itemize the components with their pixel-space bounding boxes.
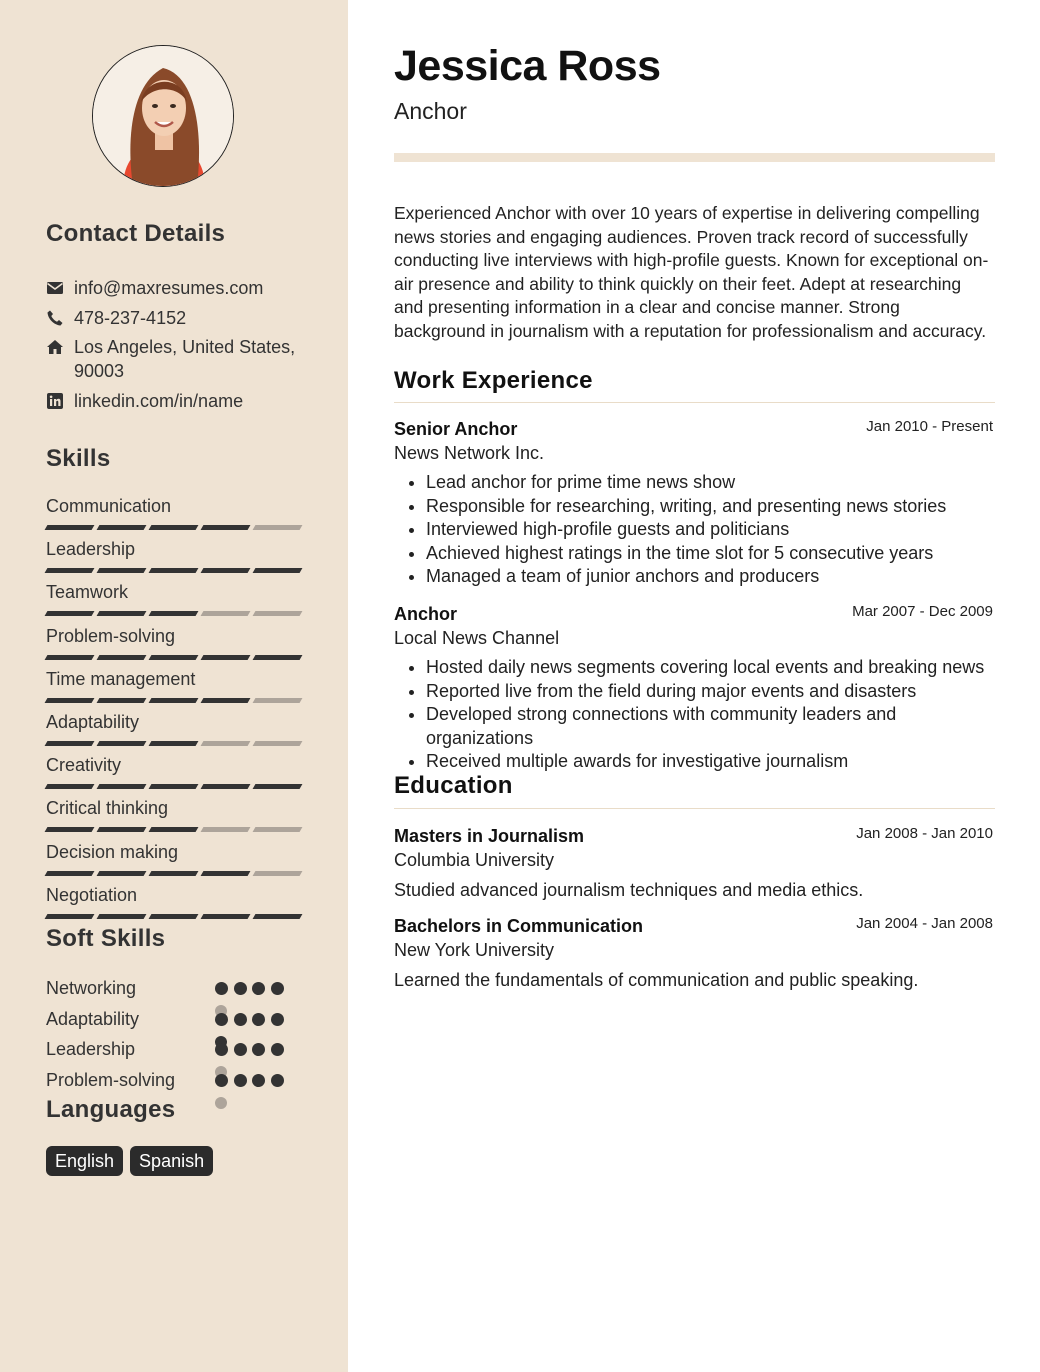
skill-level-bar: [46, 741, 302, 746]
skill-level-segment: [45, 525, 95, 530]
skill-level-segment: [253, 698, 303, 703]
skill-level-segment: [45, 611, 95, 616]
skill-level-segment: [149, 914, 199, 919]
skill-name: Decision making: [46, 841, 179, 862]
skill-level-segment: [97, 568, 147, 573]
skill-level-segment: [97, 655, 147, 660]
skill-level-segment: [149, 568, 199, 573]
skill-level-segment: [253, 741, 303, 746]
skill-name: Teamwork: [46, 582, 129, 603]
list-item: • Lead anchor for prime time news show: [426, 471, 995, 495]
soft-skill-rating-dot: [215, 982, 228, 995]
skill-level-bar: [46, 827, 302, 832]
skill-level-segment: [97, 914, 147, 919]
soft-skill-rating-dot: [234, 982, 247, 995]
soft-skill-rating-dot: [234, 1013, 247, 1026]
job-org: News Network Inc.: [394, 443, 545, 463]
skill-level-segment: [201, 655, 251, 660]
skill-level-segment: [201, 698, 251, 703]
contact-address-text: Los Angeles, United States, 90003: [74, 337, 296, 381]
skill-level-segment: [45, 741, 95, 746]
skill-level-bar: [46, 568, 302, 573]
skill-level-bar: [46, 871, 302, 876]
soft-skill-name: Problem-solving: [46, 1069, 176, 1090]
language-pill: English: [46, 1146, 123, 1176]
skill-level-segment: [253, 611, 303, 616]
skill-level-segment: [149, 784, 199, 789]
summary: Experienced Anchor with over 10 years of expertise in delivering compelling news stories and engaging audiences. Proven track record of successfully conducting live interviews with high-profile guests. Known for exceptional on-air presence and ability to think quickly on their feet. Adept at researching and presenting information in a clear and concise manner. Strong background in journalism with a reputation for professionalism and accuracy.: [394, 203, 989, 341]
soft-skill-rating-dot: [271, 1074, 284, 1087]
job-title: Senior Anchor: [394, 419, 518, 439]
job-dates: Mar 2007 - Dec 2009: [852, 603, 993, 620]
skill-level-bar: [46, 914, 302, 919]
skill-level-segment: [253, 871, 303, 876]
soft-skill-item: [46, 1007, 306, 1031]
degree-description: Learned the fundamentals of communication and public speaking.: [394, 970, 919, 990]
contact-phone-text: 478-237-4152: [74, 308, 187, 328]
soft-skill-name: Networking: [46, 978, 137, 998]
skill-name: Adaptability: [46, 712, 140, 732]
soft-skill-item: [46, 1068, 306, 1092]
skill-level-segment: [97, 698, 147, 703]
degree-title: Masters in Journalism: [394, 826, 585, 846]
job-title: Anchor: [394, 604, 457, 624]
skill-name: Critical thinking: [46, 798, 169, 819]
school-name: Columbia University: [394, 850, 555, 870]
skill-level-segment: [97, 741, 147, 746]
skill-level-segment: [45, 698, 95, 703]
skill-level-segment: [45, 568, 95, 573]
profile-photo: [92, 45, 234, 187]
skill-level-segment: [201, 741, 251, 746]
skill-level-segment: [201, 914, 251, 919]
soft-skill-rating-dot: [215, 1097, 227, 1109]
contact-address: [46, 335, 306, 383]
soft-skill-rating-dot: [271, 1043, 284, 1056]
phone-icon: [46, 309, 64, 327]
soft-skill-rating-dot: [252, 982, 265, 995]
skill-level-segment: [149, 698, 199, 703]
skill-level-bar: [46, 655, 302, 660]
work-divider: [394, 402, 995, 403]
skill-level-bar: [46, 611, 302, 616]
skill-name: Negotiation: [46, 884, 138, 905]
soft-skill-rating-dot: [215, 1074, 228, 1087]
skill-level-segment: [45, 827, 95, 832]
skill-level-bar: [46, 698, 302, 703]
skill-level-segment: [45, 871, 95, 876]
job-dates: Jan 2010 - Present: [866, 418, 993, 435]
degree-description: Studied advanced journalism techniques and media ethics.: [394, 880, 864, 900]
soft-skill-rating-dot: [271, 982, 284, 995]
list-item: • Hosted daily news segments covering local events and breaking news: [426, 656, 995, 680]
envelope-icon: [46, 279, 64, 297]
contact-heading: Contact Details: [46, 220, 226, 247]
skills-heading: Skills: [46, 445, 111, 472]
list-item: • Achieved highest ratings in the time slot for 5 consecutive years: [426, 542, 995, 566]
home-icon: [46, 338, 64, 356]
skill-item: [46, 754, 302, 789]
candidate-name: Jessica Ross: [394, 42, 661, 90]
degree-dates: Jan 2008 - Jan 2010: [856, 825, 993, 842]
skill-item: [46, 495, 302, 530]
skill-level-segment: [253, 525, 303, 530]
language-pill: Spanish: [130, 1146, 213, 1176]
skill-level-segment: [149, 871, 199, 876]
languages-list: [46, 1146, 213, 1176]
skill-item: [46, 581, 302, 616]
skill-name: Problem-solving: [46, 625, 176, 646]
skill-level-segment: [253, 655, 303, 660]
skill-item: [46, 797, 302, 832]
list-item: • Developed strong connections with community leaders and organizations: [426, 703, 995, 750]
skill-level-segment: [97, 784, 147, 789]
education-entry: [394, 914, 995, 992]
soft-skill-rating-dot: [234, 1074, 247, 1087]
skill-level-segment: [149, 525, 199, 530]
job-bullets: [394, 471, 995, 589]
soft-skill-rating-dot: [215, 1043, 228, 1056]
sidebar: [0, 0, 348, 1372]
skill-item: [46, 841, 302, 876]
skill-level-segment: [45, 784, 95, 789]
skill-level-segment: [253, 568, 303, 573]
soft-skills-heading: Soft Skills: [46, 925, 166, 952]
skill-level-bar: [46, 784, 302, 789]
skill-name: Leadership: [46, 539, 136, 560]
skill-level-bar: [46, 525, 302, 530]
skill-item: [46, 625, 302, 660]
education-entry: [394, 824, 995, 902]
skill-level-segment: [201, 784, 251, 789]
skill-level-segment: [253, 827, 303, 832]
skill-level-segment: [201, 827, 251, 832]
skill-level-segment: [97, 525, 147, 530]
skill-level-segment: [149, 655, 199, 660]
list-item: • Received multiple awards for investigative journalism: [426, 750, 995, 774]
skill-level-segment: [253, 784, 303, 789]
degree-title: Bachelors in Communication: [394, 916, 644, 936]
skill-level-segment: [45, 914, 95, 919]
candidate-title: Anchor: [394, 98, 467, 124]
contact-linkedin[interactable]: [46, 389, 306, 413]
soft-skill-name: Leadership: [46, 1039, 136, 1059]
skill-level-segment: [149, 741, 199, 746]
list-item: • Responsible for researching, writing, and presenting news stories: [426, 495, 995, 519]
soft-skill-rating-dot: [252, 1013, 265, 1026]
skill-level-segment: [149, 611, 199, 616]
contact-email-text: info@maxresumes.com: [74, 278, 264, 298]
skill-level-segment: [201, 568, 251, 573]
skill-level-segment: [201, 871, 251, 876]
job-entry: [394, 602, 995, 774]
skill-level-segment: [253, 914, 303, 919]
list-item: • Managed a team of junior anchors and producers: [426, 565, 995, 589]
soft-skill-item: [46, 976, 306, 1000]
soft-skill-rating-dot: [234, 1043, 247, 1056]
languages-heading: Languages: [46, 1096, 176, 1123]
soft-skill-rating-dot: [252, 1074, 265, 1087]
skill-level-segment: [97, 827, 147, 832]
degree-dates: Jan 2004 - Jan 2008: [856, 915, 993, 932]
skill-name: Communication: [46, 496, 172, 516]
education-heading: Education: [394, 772, 513, 799]
soft-skill-rating-dot: [271, 1013, 284, 1026]
skill-name: Time management: [46, 668, 196, 689]
soft-skill-item: [46, 1037, 306, 1061]
soft-skill-rating-dot: [252, 1043, 265, 1056]
skill-level-segment: [201, 525, 251, 530]
skill-level-segment: [97, 611, 147, 616]
soft-skill-rating-dot: [215, 1013, 228, 1026]
header-divider: [394, 153, 995, 162]
skill-item: [46, 711, 302, 746]
list-item: • Reported live from the field during major events and disasters: [426, 680, 995, 704]
skill-item: [46, 668, 302, 703]
job-org: Local News Channel: [394, 628, 560, 648]
school-name: New York University: [394, 940, 555, 960]
skill-level-segment: [201, 611, 251, 616]
list-item: • Interviewed high-profile guests and politicians: [426, 518, 995, 542]
work-heading: Work Experience: [394, 367, 593, 394]
skill-level-segment: [149, 827, 199, 832]
skill-level-segment: [97, 871, 147, 876]
soft-skill-name: Adaptability: [46, 1008, 140, 1029]
contact-phone[interactable]: [46, 306, 306, 330]
skill-name: Creativity: [46, 755, 122, 776]
skill-item: [46, 538, 302, 573]
skill-item: [46, 884, 302, 919]
education-divider: [394, 808, 995, 809]
job-bullets: [394, 656, 995, 774]
skill-level-segment: [45, 655, 95, 660]
contact-email[interactable]: [46, 276, 306, 300]
contact-linkedin-text: linkedin.com/in/name: [74, 391, 244, 411]
job-entry: [394, 417, 995, 589]
linkedin-icon: [46, 392, 64, 410]
